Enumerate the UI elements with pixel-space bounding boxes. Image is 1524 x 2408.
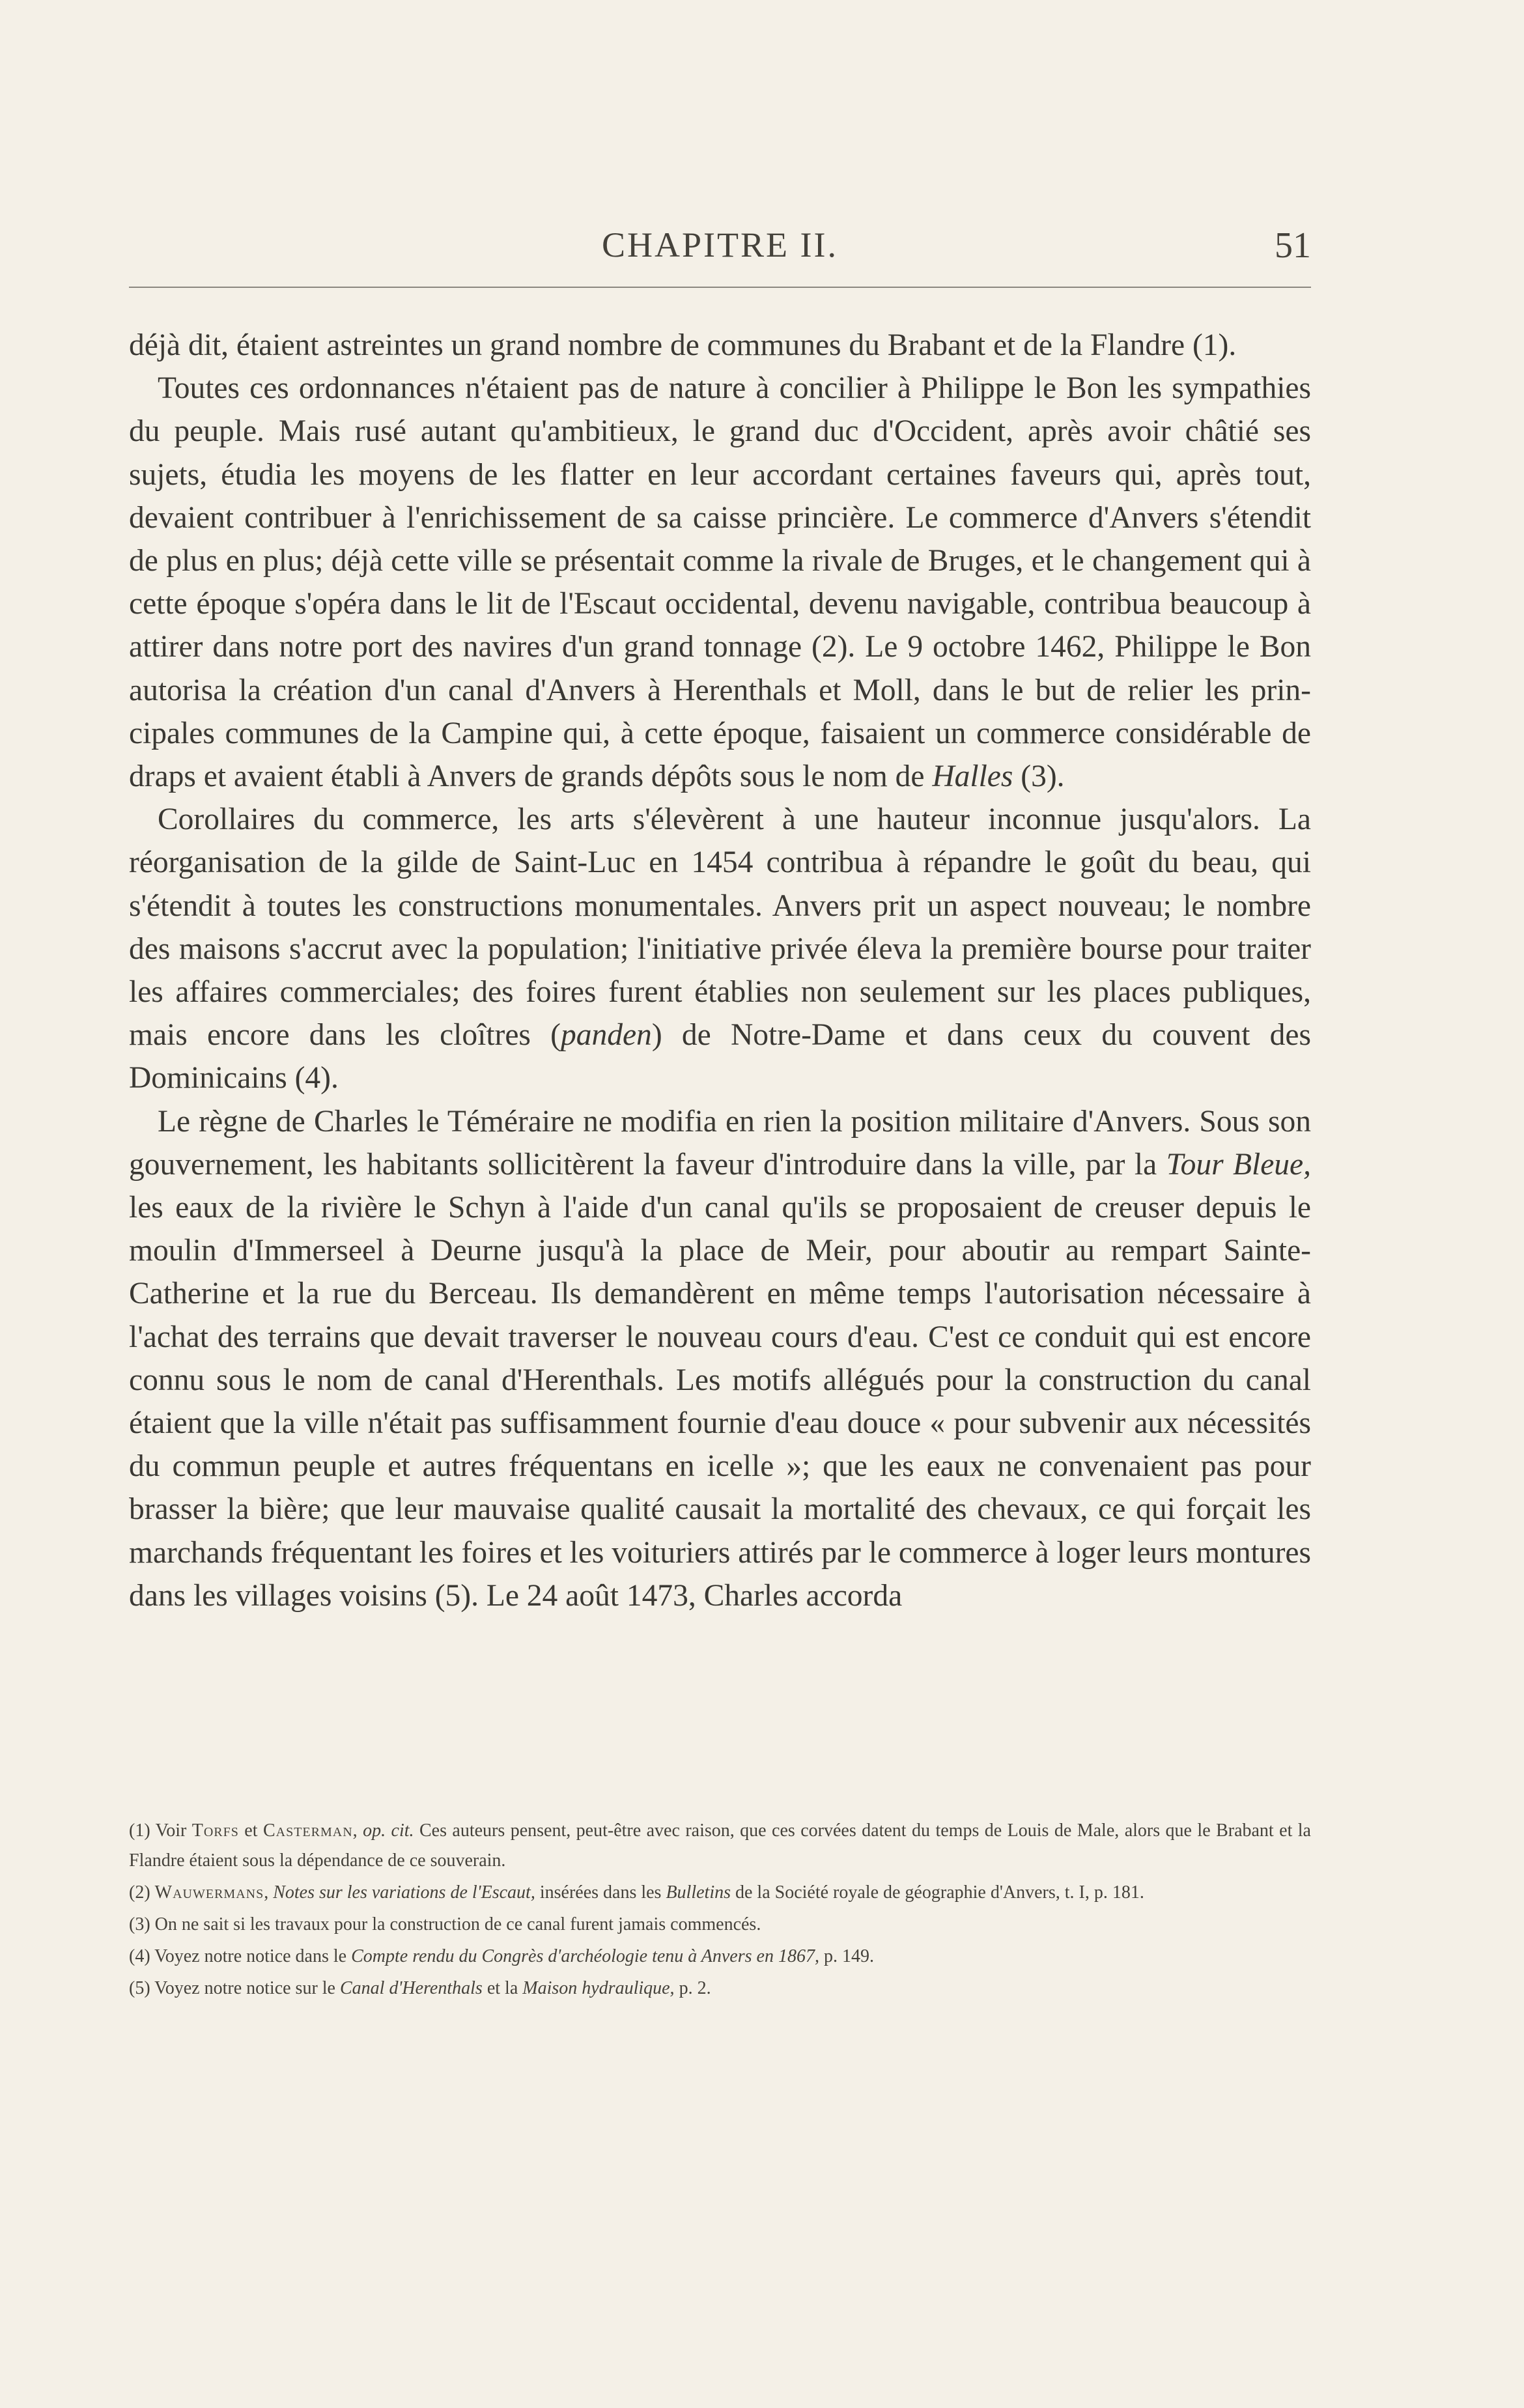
footnote-2-author: Wauwermans	[154, 1882, 264, 1903]
footnote-5	[129, 1974, 1311, 2004]
header-rule	[129, 287, 1311, 288]
paragraph-2-text-a: Toutes ces ordonnances n'étaient pas de nature à concilier à Philippe le Bon les sympathies du peuple. Mais rusé autant qu'ambitieux, le grand duc d'Occident, après avoir châtié ses sujets, étudia les moyens de les flatter en leur accordant certaines faveurs qui, après tout, devaient contribuer à l'enrichissement de sa caisse princière. Le commerce d'Anvers s'étendit de plus en plus; déjà cette ville se présentait comme la rivale de Bruges, et le changement qui à cette époque s'opéra dans le lit de l'Escaut occidental, devenu navigable, contribua beaucoup à attirer dans notre port des navires d'un grand tonnage (2). Le 9 octobre 1462, Philippe le Bon autorisa la création d'un canal d'Anvers à Herenthals et Moll, dans le but de relier les principales communes de la Campine qui, à cette époque, faisaient un commerce considérable de draps et avaient établi à Anvers de grands dépôts sous le nom de	[129, 371, 1311, 794]
footnote-5-text-b: et la	[482, 1978, 523, 1998]
main-text	[129, 324, 1311, 1617]
footnote-1	[129, 1816, 1311, 1876]
paragraph-3	[129, 798, 1311, 1099]
footnote-2-text-c: insérées dans les	[535, 1882, 666, 1903]
footnote-1-text-mid: et	[238, 1820, 263, 1841]
paragraph-3-text-a: Corollaires du commerce, les arts s'élevèrent à une hauteur inconnue jusqu'alors. La réorganisation de la gilde de Saint-Luc en 1454 contribua à répandre le goût du beau, qui s'étendit à toutes les constructions monumentales. Anvers prit un aspect nouveau; le nombre des maisons s'accrut avec la population; l'initiative privée éleva la première bourse pour traiter les affaires commerciales; des foires furent établies non seulement sur les places publiques, mais encore dans les cloîtres (	[129, 802, 1311, 1053]
footnote-1-italic: op. cit.	[363, 1820, 414, 1841]
paragraph-3-text-b: ) de Notre-Dame et dans ceux du couvent des Dominicains (4).	[129, 1018, 1311, 1096]
halles-italic: Halles	[932, 759, 1013, 794]
page-header	[129, 225, 1311, 277]
footnote-4-italic: Compte rendu du Congrès d'archéologie tenu à Anvers en 1867,	[351, 1946, 819, 1966]
footnote-3-text: (3) On ne sait si les travaux pour la construction de ce canal furent jamais commencés.	[129, 1914, 761, 1934]
tour-bleue-italic: Tour Bleue,	[1166, 1147, 1311, 1182]
footnote-1-author-1: Torfs	[191, 1820, 239, 1841]
paragraph-2-text-b: (3).	[1013, 759, 1065, 794]
footnote-5-italic-2: Maison hydraulique,	[522, 1978, 675, 1998]
footnote-2-italic-2: Bulletins	[666, 1882, 731, 1903]
footnote-1-text-b: ,	[352, 1820, 363, 1841]
footnote-2-text-a: (2)	[129, 1882, 155, 1903]
footnote-2-italic-1: Notes sur les variations de l'Escaut,	[273, 1882, 535, 1903]
footnote-2-text-d: de la Société royale de géographie d'Anvers, t. I, p. 181.	[731, 1882, 1144, 1903]
footnote-5-text-a: (5) Voyez notre notice sur le	[129, 1978, 340, 1998]
footnote-2	[129, 1878, 1311, 1908]
panden-italic: panden	[560, 1018, 652, 1053]
footnote-5-italic-1: Canal d'Herenthals	[339, 1978, 483, 1998]
running-head: CHAPITRE II.	[602, 225, 838, 264]
paragraph-4-text-b: les eaux de la rivière le Schyn à l'aide d'un canal qu'ils se proposaient de creuser depuis le moulin d'Immerseel à Deurne jusqu'à la place de Meir, pour aboutir au rempart Sainte-Catherine et la rue du Berceau. Ils demandèrent en même temps l'autorisation nécessaire à l'achat des terrains que devait traverser le nouveau cours d'eau. C'est ce conduit qui est encore connu sous le nom de canal d'Herenthals. Les motifs allégués pour la construction du canal étaient que la ville n'était pas suffisamment fournie d'eau douce « pour subvenir aux nécessités du commun peuple et autres fréquentans en icelle »; que les eaux ne convenaient pas pour brasser la bière; que leur mauvaise qualité causait la mortalité des chevaux, ce qui forçait les marchands fréquentant les foires et les voituriers attirés par le commerce à loger leurs montures dans les villages voisins (5). Le 24 août 1473, Charles accorda	[129, 1191, 1311, 1613]
footnote-2-text-b: ,	[264, 1882, 274, 1903]
paragraph-4	[129, 1100, 1311, 1617]
footnote-1-text-a: (1) Voir	[129, 1820, 192, 1841]
paragraph-1-text: déjà dit, étaient astreintes un grand nombre de communes du Brabant et de la Flandre (1).	[129, 328, 1237, 362]
footnote-1-text-c: Ces auteurs pensent, peut-être avec raison, que ces corvées datent du temps de Louis de Male, alors que le Brabant et la Flandre étaient sous la dépendance de ce souverain.	[129, 1820, 1311, 1871]
paragraph-4-text-a: Le règne de Charles le Téméraire ne modifia en rien la position militaire d'Anvers. Sous son gouvernement, les habitants sollicitèrent la faveur d'introduire dans la ville, par la	[129, 1104, 1311, 1182]
page-number: 51	[1275, 225, 1311, 266]
footnote-4-text-a: (4) Voyez notre notice dans le	[129, 1946, 352, 1966]
footnotes	[129, 1816, 1311, 2005]
footnote-5-text-c: p. 2.	[674, 1978, 711, 1998]
paragraph-1	[129, 324, 1311, 367]
footnote-4-text-b: p. 149.	[819, 1946, 874, 1966]
footnote-1-author-2: Casterman	[262, 1820, 353, 1841]
footnote-3	[129, 1910, 1311, 1940]
footnote-4	[129, 1942, 1311, 1972]
paragraph-2	[129, 367, 1311, 798]
